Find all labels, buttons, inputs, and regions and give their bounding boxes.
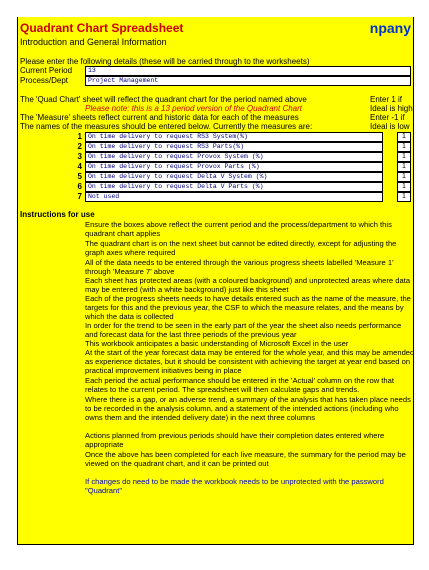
measure-sheets-note: The 'Measure' sheets reflect current and historic data for each of the measures: [20, 113, 299, 122]
legend-ideal-high: Ideal is high: [370, 104, 413, 113]
ideal-direction-input[interactable]: 1: [397, 152, 411, 162]
legend-ideal-low: Ideal is low: [370, 122, 410, 131]
instruction-item: Once the above has been completed for each live measure, the summary for the period may be viewed on the quadrant chart, and it can be printed out: [85, 450, 406, 468]
company-name: npany: [369, 20, 411, 36]
instruction-item: In order for the trend to be seen in the early part of the year the sheet also needs performance and forecast data for the last three periods of the previous year: [85, 321, 402, 339]
instruction-item: Where there is a gap, or an adverse trend, a summary of the analysis that has taken place needs to be recorded in the analysis column, and a statement of the intended actions (including who owns them and the intended delivery date) in the next three columns: [85, 395, 411, 422]
measure-name-input[interactable]: On time delivery to request Provox Parts (%): [85, 162, 383, 172]
process-dept-label: Process/Dept: [20, 76, 69, 85]
measure-name-input[interactable]: On time delivery to request RS3 System(%): [85, 132, 383, 142]
instruction-item: Ensure the boxes above reflect the current period and the process/department to which this quadrant chart applies: [85, 220, 392, 238]
measure-number: 5: [77, 172, 82, 181]
measure-number: 6: [77, 182, 82, 191]
ideal-direction-input[interactable]: 1: [397, 162, 411, 172]
measure-number: 3: [77, 152, 82, 161]
legend-enter-1: Enter 1 if: [370, 95, 403, 104]
process-dept-input[interactable]: Project Management: [85, 76, 411, 86]
measure-name-input[interactable]: On time delivery to request Delta V Parts (%): [85, 182, 383, 192]
spreadsheet-sheet: [17, 17, 414, 545]
ideal-direction-input[interactable]: 1: [397, 192, 411, 202]
current-period-label: Current Period: [20, 66, 73, 75]
measure-number: 1: [77, 132, 82, 141]
legend-enter-minus-1: Enter -1 if: [370, 113, 405, 122]
ideal-direction-input[interactable]: 1: [397, 182, 411, 192]
instruction-item: This workbook anticipates a basic understanding of Microsoft Excel in the user: [85, 339, 349, 348]
measure-number: 7: [77, 192, 82, 201]
ideal-direction-input[interactable]: 1: [397, 172, 411, 182]
measure-names-note: The names of the measures should be entered below. Currently the measures are:: [20, 122, 313, 131]
password-note: If changes do need to be made the workbook needs to be unprotected with the password "Quadrant": [85, 477, 384, 495]
instruction-item: All of the data needs to be entered through the various progress sheets labelled 'Measure 1' through 'Measure 7' above: [85, 258, 394, 276]
ideal-direction-input[interactable]: 1: [397, 142, 411, 152]
sheet-subtitle: Introduction and General Information: [20, 37, 167, 47]
measure-name-input[interactable]: Not used: [85, 192, 383, 202]
instruction-item: The quadrant chart is on the next sheet but cannot be edited directly, except for adjusting the graph axes where required: [85, 239, 397, 257]
details-prompt: Please enter the following details (these will be carried through to the worksheets): [20, 57, 310, 66]
instruction-item: Each sheet has protected areas (with a coloured background) and unprotected areas where data may be entered (with a white background) just like this sheet: [85, 276, 411, 294]
measure-number: 2: [77, 142, 82, 151]
ideal-direction-input[interactable]: 1: [397, 132, 411, 142]
measure-number: 4: [77, 162, 82, 171]
instruction-item: Each of the progress sheets needs to have details entered such as the name of the measure, the targets for this and the previous year, the CSF to which the measure relates, and the means by which the data is collected: [85, 294, 411, 321]
measure-name-input[interactable]: On time delivery to request RS3 Parts(%): [85, 142, 383, 152]
quad-chart-note: The 'Quad Chart' sheet will reflect the quadrant chart for the period named above: [20, 95, 307, 104]
measure-name-input[interactable]: On time delivery to request Delta V System (%): [85, 172, 383, 182]
instruction-item: Actions planned from previous periods should have their completion dates entered where appropriate: [85, 431, 385, 449]
instructions-heading: Instructions for use: [20, 210, 95, 219]
instruction-item: Each period the actual performance should be entered in the 'Actual' column on the row that relates to the current period. The spreadsheet will then calculate gaps and trends.: [85, 376, 394, 394]
current-period-input[interactable]: 13: [85, 66, 411, 76]
sheet-title: Quadrant Chart Spreadsheet: [20, 21, 184, 35]
instruction-item: At the start of the year forecast data may be entered for the whole year, and this may be amended as experience dictates, but it should be consistent with achieving the target at year end based on practical improvement initiatives being in place: [85, 348, 415, 375]
period-version-note: Please note: this is a 13 period version of the Quadrant Chart: [85, 104, 303, 113]
measure-name-input[interactable]: On time delivery to request Provox System (%): [85, 152, 383, 162]
